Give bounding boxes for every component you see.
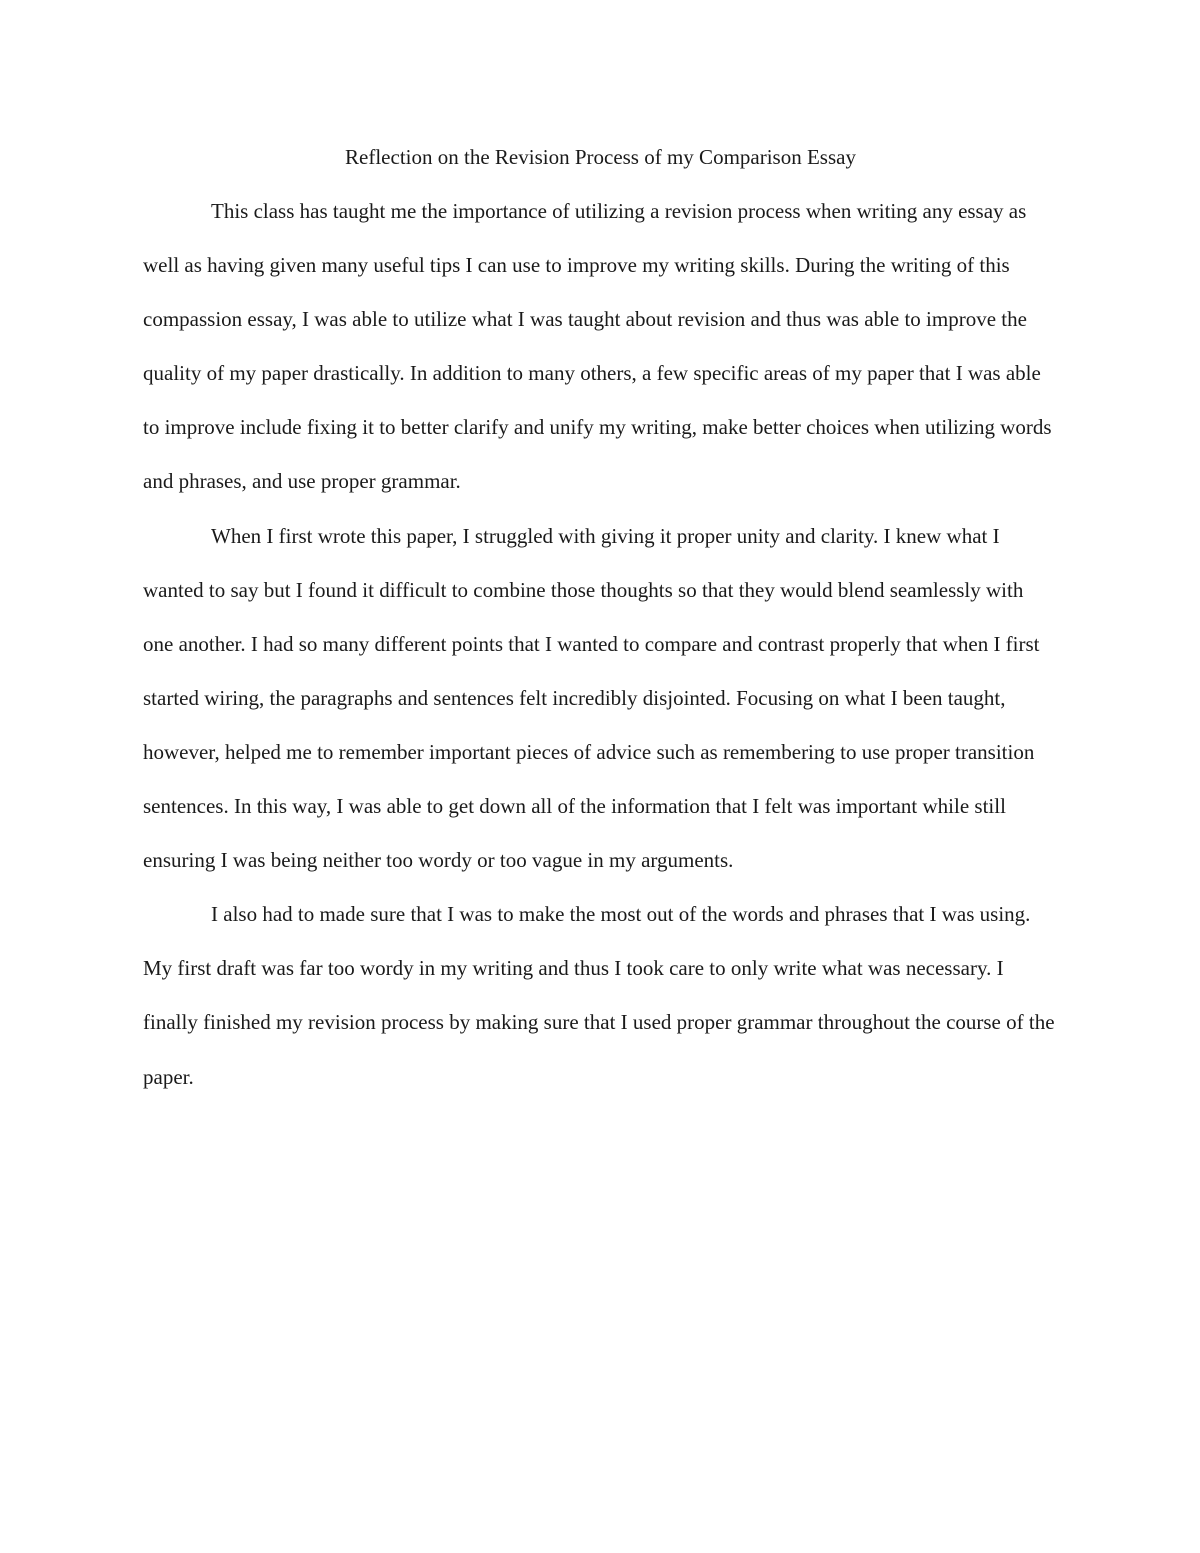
document-body [143,130,1058,1104]
paragraph-1: This class has taught me the importance of utilizing a revision process when writing any essay as well as having given many useful tips I can use to improve my writing skills. During the writing of this compassion essay, I was able to utilize what I was taught about revision and thus was able to improve the quality of my paper drastically. In addition to many others, a few specific areas of my paper that I was able to improve include fixing it to better clarify and unify my writing, make better choices when utilizing words and phrases, and use proper grammar. [143,199,1052,494]
document-title: Reflection on the Revision Process of my Comparison Essay [345,145,856,169]
paragraph-3: I also had to made sure that I was to make the most out of the words and phrases that I was using. My first draft was far too wordy in my writing and thus I took care to only write what was necessary. I finally finished my revision process by making sure that I used proper grammar throughout the course of the paper. [143,902,1055,1089]
paragraph-2: When I first wrote this paper, I struggled with giving it proper unity and clarity. I knew what I wanted to say but I found it difficult to combine those thoughts so that they would blend seamlessly with one another. I had so many different points that I wanted to compare and contrast properly that when I first started wiring, the paragraphs and sentences felt incredibly disjointed. Focusing on what I been taught, however, helped me to remember important pieces of advice such as remembering to use proper transition sentences. In this way, I was able to get down all of the information that I felt was important while still ensuring I was being neither too wordy or too vague in my arguments. [143,523,1040,873]
